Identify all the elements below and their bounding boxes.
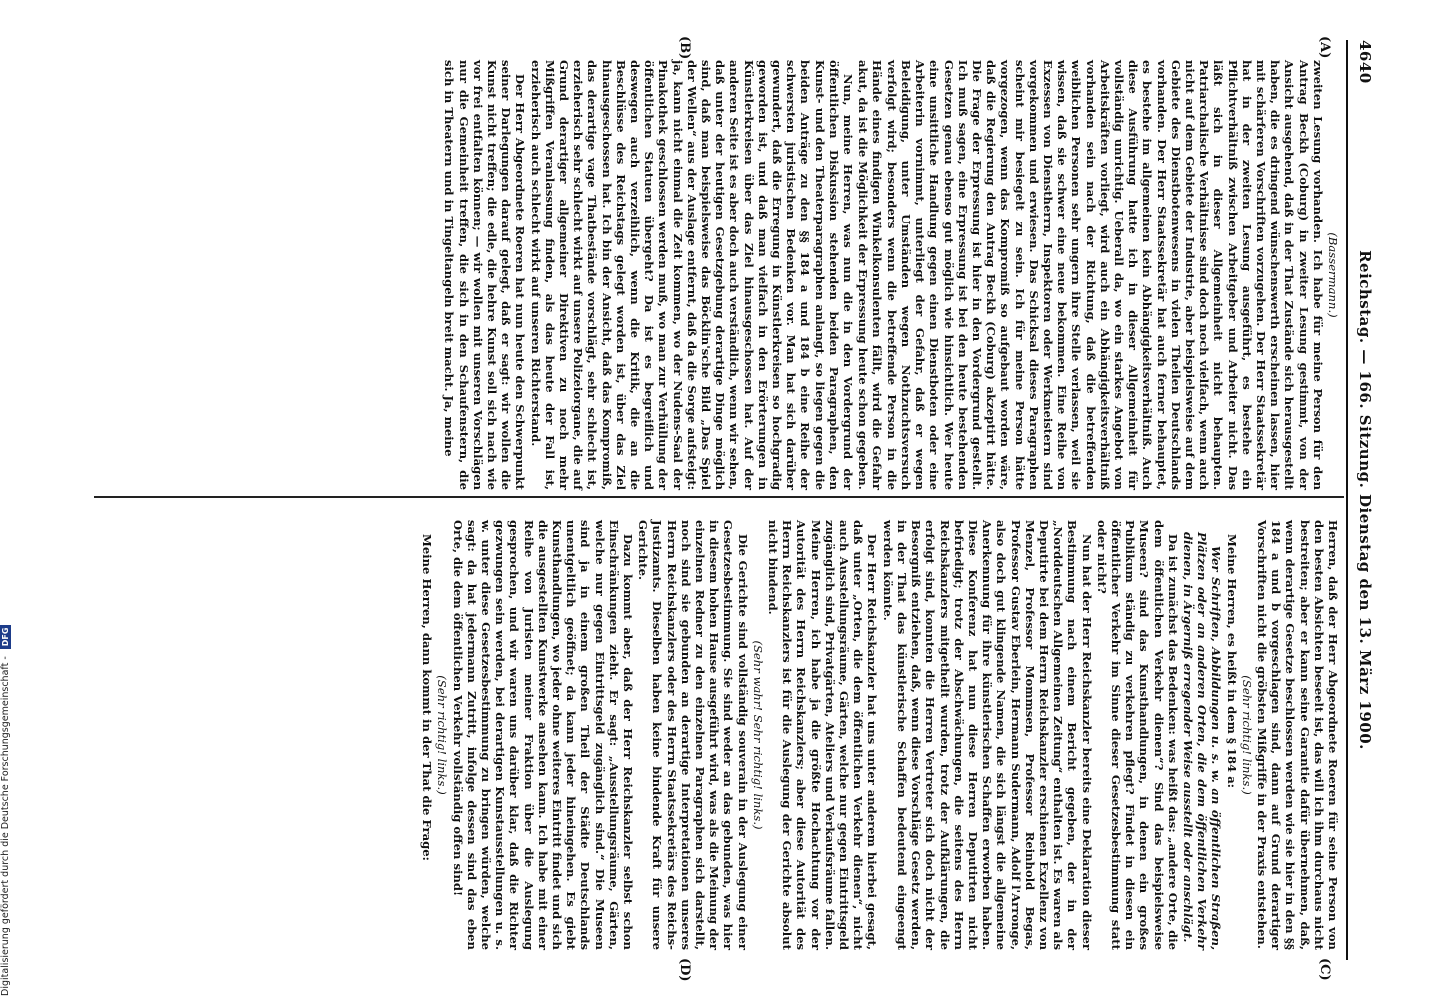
credit-text: Digitalisierung gefördert durch die Deutsche Forschungsgemeinschaft -: [0, 656, 11, 996]
page-header: [1348, 40, 1374, 960]
paragraph: Nun hat der Herr Reichskanzler bereits eine Deklaration dieser Bestimmung nach einem Bericht gegeben, der in der „Norddeutschen Allgemeinen Zeitung“ enthalten ist. Es waren als Deputirte bei dem Herrn Reichskanzler erschienen Exzellenz von Menzel, Professor Mommsen, Professor Reinhold Begas, Professor Gustav Eberlein, Hermann Sudermann, Adolf l'Arronge, also doch gut klingende Namen, die sich längst die allgemeine Anerkennung für ihre künstlerischen Schaffen erworben haben. Diese Konferenz hat nun diese Herren Deputirten nicht befriedigt; trotz der Abschwächungen, die seitens des Herrn Reichskanzlers mitgetheilt wurden, trotz der Aufklärungen, die erfolgt sind, konnten die Herren Vertreter sich doch nicht der Besorgniß entziehen, daß, wenn diese Vorschläge Gesetz werden, in der That das künstlerische Schaffen bedeutend eingeengt werden könnte.: [880, 520, 1094, 950]
interjection: (Sehr wahr! Sehr richtig! links.): [750, 640, 765, 830]
dfg-logo: DFG: [0, 625, 11, 650]
paragraph: Dazu kommt aber, daß der Herr Reichskanzler selbst schon Einschränkungen zieht. Er sagt: „Ausstellungsräume, Gärten, welche nur gegen Eintrittsgeld zugänglich sind.“ Die Museen sind ja in einem großen Theil der Städte Deutschlands unentgeltlich geöffnet; da kann jeder hineingehen. Es giebt Kunsthandlungen, wo jeder ohne weiteres Eintritt findet und sich die ausgestellten Kunstwerke ansehen kann. Ich habe mit einer Reihe von Juristen meiner Fraktion über die Auslegung gesprochen, und wir waren uns darüber klar, daß die Richter gezwungen sein werden, bei derartigen Kunstausstellungen u. s. w. unter diese Gesetzesbestimmung zu bringen würden, welche sagt: da hat jedermann Zutritt, infolge dessen sind das eben Orte, die dem öffentlichen Verkehr vollständig offen sind!: [450, 520, 636, 950]
paragraph: zweiten Lesung vorhanden. Ich habe für meine Person für den Antrag Beckh (Coburg) in zweiter Lesung gestimmt, von der Ansicht ausgehend, daß in der That Zustände sich herausgestellt haben, die es dringend wünschenswerth erscheinen lassen, hier mit schärferen Vorschriften vorzugehen. Der Herr Staatssekretär hat in der zweiten Lesung ausgeführt, es bestehe ein Pflichtverhältniß zwischen Arbeitgeber und Arbeiter nicht. Das läßt sich in dieser Allgemeinheit nicht behaupten. Patriarchalische Verhältnisse sind doch noch vielfach, wenn auch nicht auf dem Gebiete der Industrie, aber beispielsweise auf dem Gebiete des Dienstbotenwesens in vielen Theilen Deutschlands vorhanden. Der Herr Staatssekretär hat auch ferner behauptet, es bestehe im allgemeinen kein Abhängigkeitsverhältniß. Auch diese Ausführung hatte ich in dieser Allgemeinheit für vollständig unrichtig. Ueberall da, wo ein starkes Angebot von Arbeitskräften vorliegt, wird auch ein Abhängigkeitsverhältniß vorhanden sein nach der Richtung, daß die betreffenden weiblichen Personen sehr ungern ihre Stelle verlassen, weil sie wissen, daß sie schwer eine neue bekommen. Eine Reihe von Exzessen von Dienstherrn, Inspektoren oder Werkmeistern sind vorgekommen und erwiesen. Das Schicksal dieses Paragraphen scheint mir besiegelt zu sein. Ich für meine Person hätte vorgezogen, wenn das Kompromiß so aufgebaut worden wäre, daß die Regierung den Antrag Beckh (Coburg) akzeptirt hätte. Die Frage der Erpressung ist hier in den Vordergrund gestellt. Ich muß sagen, eine Erpressung ist bei den heute bestehenden Gesetzen genau ebenso gut möglich wie hinsichtlich. Wer heute eine unsittliche Handlung gegen einen Dienstboten oder eine Arbeiterin vornimmt, unterliegt der Gefahr, daß er wegen Beleidigung, unter Umständen wegen Nothzuchtsversuch verfolgt wird; besonders wenn die betreffende Person in die Hände eines findigen Winkelkonsulenten fällt, wird die Gefahr akut, da ist die Möglichkeit der Erpressung heute schon gegeben.: [856, 60, 1325, 490]
digitization-credit: [0, 0, 11, 996]
page-number: 4640: [1356, 40, 1374, 84]
page-title: Reichstag. — 166. Sitzung. Dienstag den 13. März 1900.: [1356, 250, 1374, 750]
margin-marker-d: (D): [677, 958, 692, 982]
margin-marker-b: (B): [677, 36, 692, 60]
paragraph: Meine Herren, dann kommt in der That die Frage:: [420, 534, 435, 861]
paragraph: Nun, meine Herren, was nun die in den Vordergrund der öffentlichen Diskussion stehenden beiden Paragraphen, den Kunst- und den Theaterparagraphen anlangt, so liegen gegen die beiden Anträge zu den §§ 184 a und 184 b eine Reihe der schwersten juristischen Bedenken vor. Man hat sich darüber gewundert, daß die Erregung in Künstlerkreisen so hochgradig geworden ist, und daß man vielfach in den Erörterungen in Künstlerkreisen über das Ziel hinausgeschossen hat. Auf der anderen Seite ist es aber doch auch verständlich, wenn wir sehen, daß unter der heutigen Gesetzgebung derartige Dinge möglich sind, daß man beispielsweise das Böcklin'sche Bild „Das Spiel der Wellen“ aus der Auslage entfernt, daß da die Sorge aufsteigt: ja, kann nicht einmal die Zeit kommen, wo der Nudens-Saal der Pinakothek geschlossen werden muß, wo man zur Verhüllung der öffentlichen Statuen übergeht? Da ist es begreiflich und deswegen auch verzeihlich, wenn die Kritik, die an die Beschlüsse des Reichstags gelegt worden ist, über das Ziel hinausgeschossen hat. Ich bin der Ansicht, daß das Kompromiß, das derartige vage Thatbestände vorschlägt, sehr schlecht ist, erzieherisch sehr schlecht wirkt auf unsere Polizeiorgane, die auf Grund derartiger allgemeiner Direktiven zu noch mehr Mißgriffen Veranlassung finden, als das heute der Fall ist, erzieherisch auch schlecht wirkt auf unseren Richterstand.: [528, 60, 856, 491]
margin-marker-a: (A): [1317, 36, 1332, 59]
paragraph: Der Herr Reichskanzler hat uns unter anderem hierbei gesagt, daß unter „Orten, die dem öffentlichen Verkehr dienen“, nicht auch Ausstellungsräume, Gärten, welche nur gegen Eintrittsgeld zugänglich sind, Privatgärten, Ateliers und Verkaufsräume fallen. Meine Herren, ich habe ja die größte Hochachtung vor der Autorität des Herrn Reichskanzlers; aber diese Autorität des Herrn Reichskanzlers ist für die Auslegung der Gerichte absolut nicht bindend.: [766, 520, 880, 950]
paragraph: Herren, daß der Herr Abgeordnete Roeren für seine Person von den besten Absichten beseelt ist, das will ich ihm durchaus nicht bestreiten; aber er kann seine Garantie dafür übernehmen, daß, wenn derartige Gesetze beschlossen werden wie sie hier in den §§ 184 a und b vorgeschlagen sind, dann auf Grund derartiger Vorschriften nicht die gröbsten Mißgriffe in der Praxis entstehen.: [1254, 520, 1340, 950]
right-column: [419, 520, 1340, 950]
paragraph: Die Gerichte sind vollständig souverain in der Auslegung einer Gesetzesbestimmung. Sie sind weder an das gebunden, was hier in diesem hohen Hause ausgeführt wird, was als die Meinung der einzelnen Redner zu den einzelnen Paragraphen sich darstellt, noch sind sie gebunden an derartige Interpretationen unseres Herrn Reichskanzlers oder des Herrn Staatssekretärs des Reichs-Justizamts. Dieselben haben keine bindende Kraft für unsere Gerichte.: [636, 520, 750, 950]
paragraph: Der Herr Abgeordnete Roeren hat nun heute den Schwerpunkt seiner Darlegungen darauf gelegt, daß er sagt: wir wollen die Kunst nicht treffen; die edle, die hehre Kunst soll sich nach wie vor frei entfalten können; — wir wollen mit unseren Vorschlägen nur die Gemeinheit treffen, die sich in den Schaufenstern, die sich in Theatern und in Tingeltangeln breit macht. Ja, meine: [442, 60, 528, 490]
margin-marker-c: (C): [1317, 958, 1332, 981]
law-quote: Wer Schriften, Abbildungen u. s. w. an öffentlichen Straßen, Plätzen oder an anderen Orten, die dem öffentlichen Verkehr dienen, in Ärgerniß erregender Weise ausstellt oder anschlägt.: [1180, 532, 1224, 950]
interjection: (Sehr richtig! links.): [1239, 675, 1254, 795]
paragraph: Da ist zunächst das Bedenken: was heißt das: „andere Orte, die dem öffentlichen Verkehr dienen“? Sind das beispielsweise Museen? sind das Kunsthandlungen, in denen ein großes Publikum ständig zu verkehren pflegt? Findet in diesen ein öffentlicher Verkehr im Sinne dieser Gesetzesbestimmung statt oder nicht?: [1094, 520, 1180, 950]
left-column: [441, 60, 1340, 490]
interjection: (Sehr richtig! links.): [435, 675, 450, 795]
column-divider: [94, 496, 1344, 498]
header-rule: [1346, 40, 1348, 960]
paragraph: Meine Herren, es heißt in dem § 184 a:: [1224, 534, 1239, 789]
speaker-label: (Bassermann.): [1326, 232, 1340, 318]
